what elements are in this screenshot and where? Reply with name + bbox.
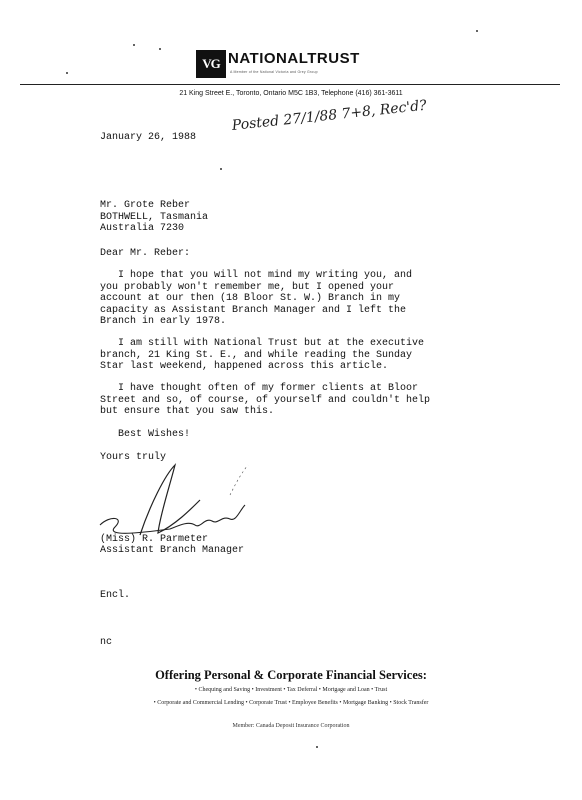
scan-speck	[133, 44, 135, 46]
recipient-line: BOTHWELL, Tasmania	[100, 211, 209, 223]
letterhead-divider	[20, 84, 560, 85]
body-line: Branch in early 1978.	[100, 316, 227, 327]
body-paragraph-2	[100, 338, 424, 373]
body-line: branch, 21 King St. E., and while reading the Sunday	[100, 349, 413, 361]
company-tagline: A Member of the National Victoria and Grey Group	[230, 70, 318, 74]
recipient-address	[100, 200, 208, 235]
body-line: you probably won't remember me, but I opened your	[100, 281, 395, 293]
typist-initials: nc	[100, 637, 113, 648]
letter-date: January 26, 1988	[100, 132, 197, 143]
scan-speck	[476, 30, 478, 32]
scan-speck	[66, 72, 68, 74]
body-paragraph-1	[100, 270, 412, 328]
footer-services-line-1: • Chequing and Saving • Investment • Tax Deferral • Mortgage and Loan • Trust	[194, 687, 388, 693]
salutation: Dear Mr. Reber:	[100, 248, 191, 259]
closing: Yours truly	[100, 452, 167, 463]
best-wishes: Best Wishes!	[100, 429, 191, 440]
body-paragraph-3	[100, 383, 430, 418]
company-logo: VG	[196, 50, 226, 78]
company-name: NATIONALTRUST	[228, 50, 360, 67]
body-line: I hope that you will not mind my writing you, and	[100, 270, 413, 281]
body-line: account at our then (18 Bloor St. W.) Branch in my	[100, 293, 401, 304]
body-line: capacity as Assistant Branch Manager and I left the	[100, 304, 407, 316]
signature-scribble	[80, 455, 270, 545]
recipient-line: Australia 7230	[100, 223, 185, 234]
signer-name: (Miss) R. Parmeter	[100, 534, 209, 545]
body-line: I have thought often of my former clients at Bloor	[100, 383, 419, 394]
footer-title: Offering Personal & Corporate Financial Services:	[155, 668, 427, 682]
footer-services-line-2: • Corporate and Commercial Lending • Corporate Trust • Employee Benefits • Mortgage Banking • Stock Transfer	[153, 700, 429, 706]
scan-speck	[220, 168, 222, 170]
body-line: Star last weekend, happened across this article.	[100, 361, 389, 372]
body-line: Street and so, of course, of yourself and couldn't help	[100, 394, 431, 406]
scan-speck	[159, 48, 161, 50]
recipient-line: Mr. Grote Reber	[100, 200, 191, 211]
handwritten-note: Posted 27/1/88 7+8, Rec'd?	[231, 97, 428, 134]
signer-title: Assistant Branch Manager	[100, 545, 245, 556]
scan-speck	[316, 746, 318, 748]
body-line: I am still with National Trust but at the executive	[100, 338, 425, 349]
body-line: but ensure that you saw this.	[100, 406, 275, 417]
company-address: 21 King Street E., Toronto, Ontario M5C 1B3, Telephone (416) 361-3611	[179, 90, 403, 97]
enclosure-note: Encl.	[100, 590, 131, 601]
footer-membership: Member: Canada Deposit Insurance Corporation	[232, 723, 350, 729]
